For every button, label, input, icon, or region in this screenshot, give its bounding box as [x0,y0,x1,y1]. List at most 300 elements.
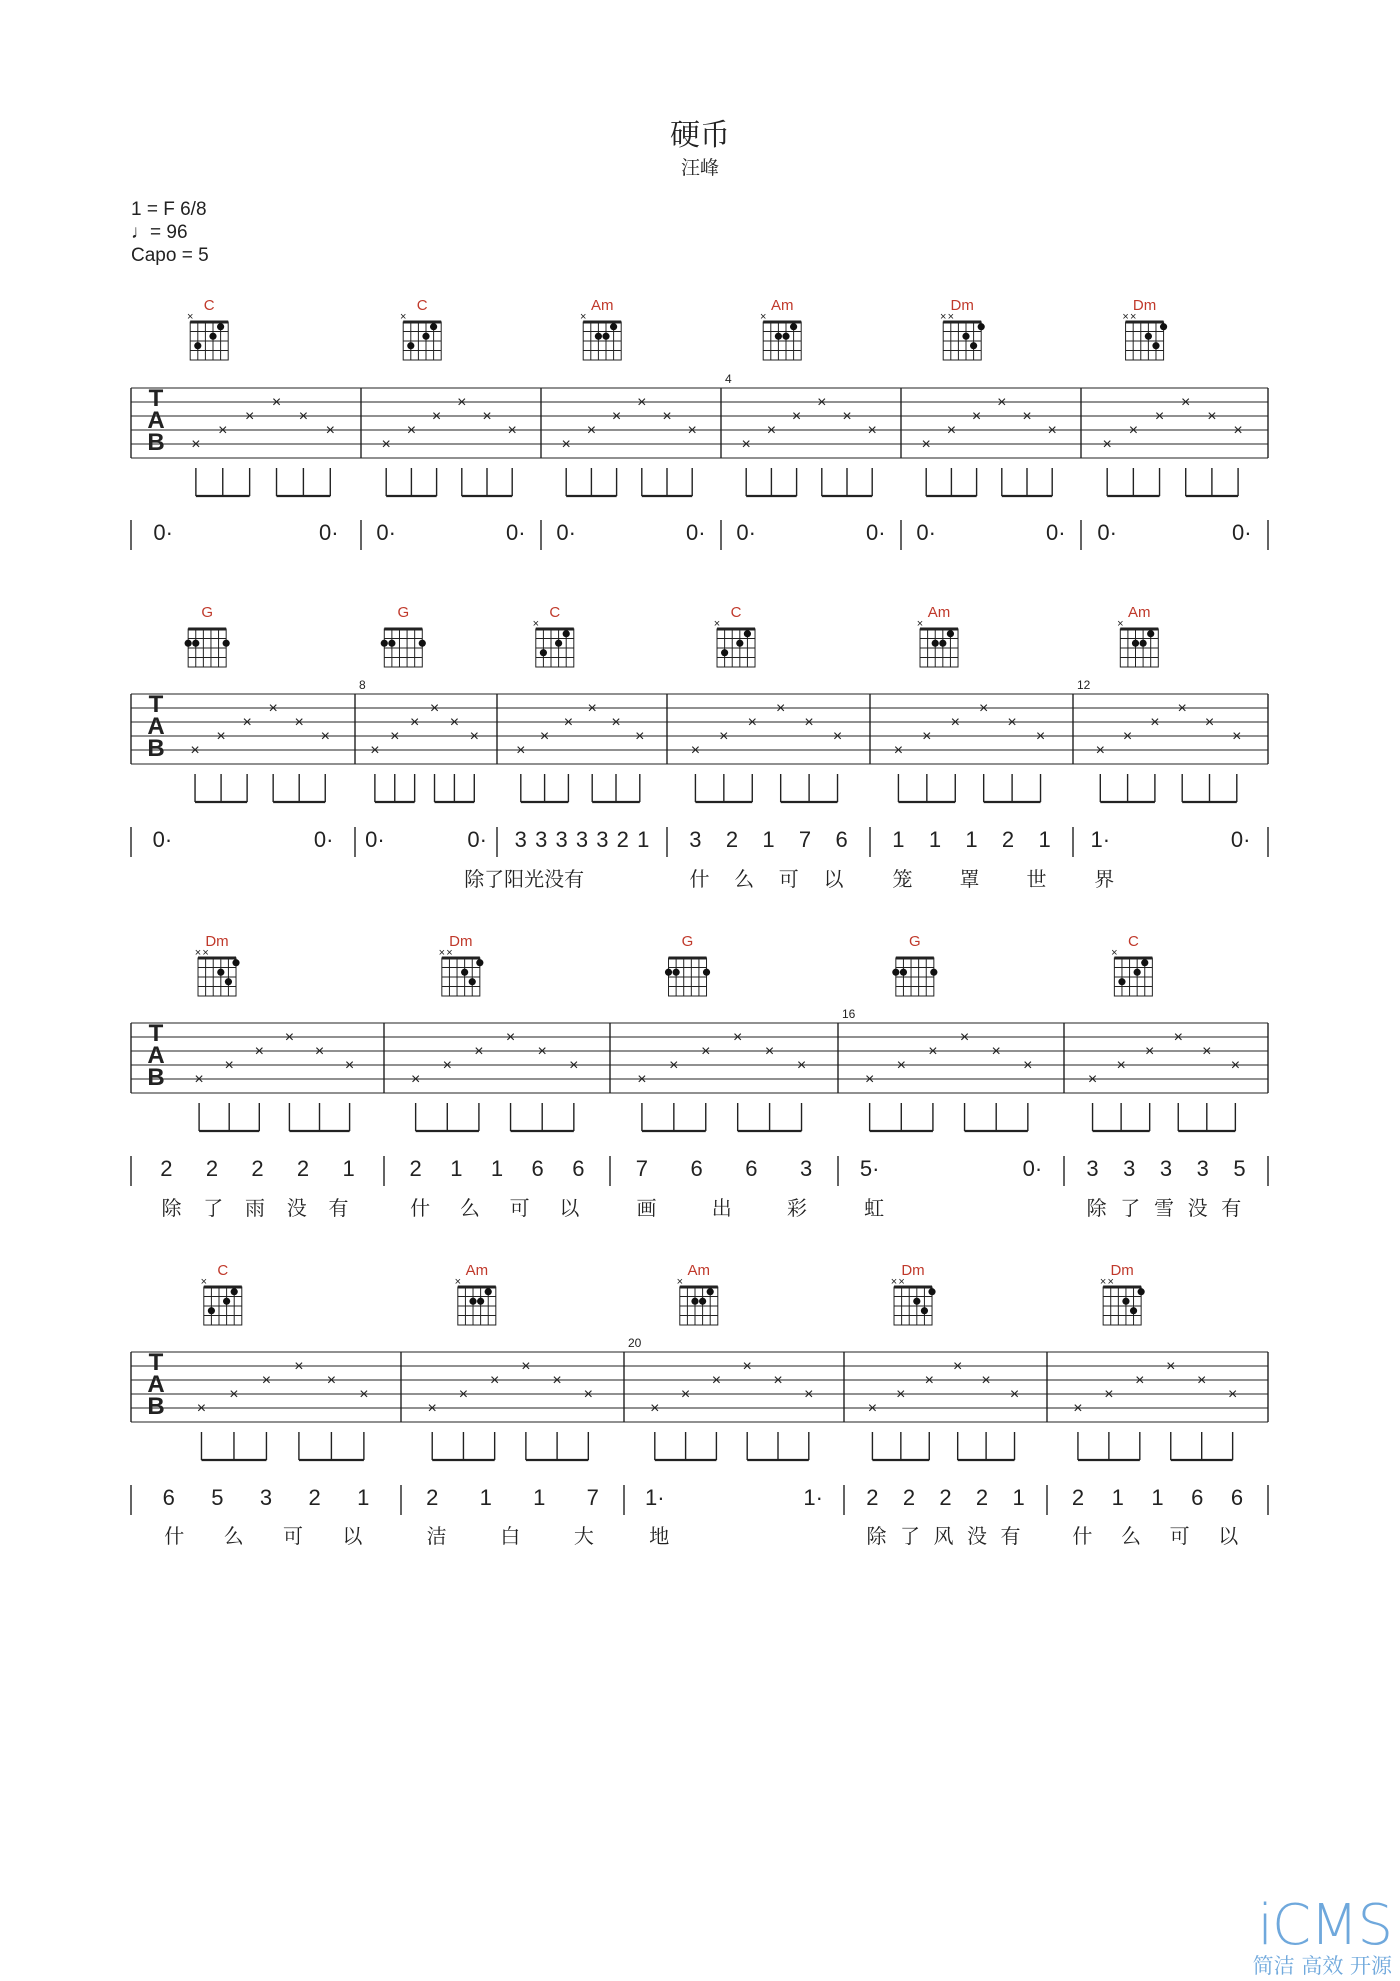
measure [689,604,847,891]
jianpu-note: 1 [762,827,775,852]
tab-note: × [294,1358,304,1375]
tab-pattern [382,394,517,496]
tab-note: × [1116,1057,1126,1074]
tab-note: × [507,422,517,439]
tab-note: × [764,1043,775,1060]
tab-note: × [516,742,526,759]
tab-note: × [561,436,571,453]
tab-note: × [190,742,200,759]
tab-pattern [562,394,697,496]
tab-note: × [344,1057,355,1074]
jianpu-note: 1 [965,827,978,852]
tab-note: × [804,714,814,731]
jianpu-note: 2 [426,1485,439,1510]
chord-name: Dm [1110,1262,1134,1279]
chord-dot [563,630,570,637]
tab-note: × [569,1057,579,1074]
jianpu-note: 7 [635,1156,649,1181]
chord-diagram [714,604,755,667]
tab-clef-letter: A [147,407,165,434]
measure-number: 4 [725,372,732,386]
chord-diagram [187,297,228,360]
chord-dot [232,959,239,966]
jianpu-note: 2 [409,1156,422,1181]
lyric: 什 [410,1196,431,1220]
lyric: 么 [734,867,755,891]
tab-pattern [1088,1029,1240,1131]
tab-note: × [959,1029,970,1046]
tab-note: × [981,1372,991,1389]
chord-mute: × [532,618,540,630]
chord-diagram [665,933,710,996]
jianpu-note: 0· [686,520,706,545]
chord-dot [469,1298,476,1305]
tab-clef-letter: B [147,429,165,456]
measure [636,933,812,1220]
chord-dot [223,1298,230,1305]
lyric: 了 [899,1524,920,1548]
lyric: 以 [342,1524,363,1548]
chord-dot [185,640,192,647]
jianpu-note: 2 [902,1485,916,1510]
chord-dot [209,333,216,340]
chord-mute: × [890,1276,898,1288]
chord-diagram [917,604,958,667]
chord-name: Am [1128,604,1151,621]
chord-name: G [681,933,694,950]
tab-note: × [701,1043,711,1060]
chord-mute: × [713,618,721,630]
tab-note: × [298,408,309,425]
tab-clef-letter: T [148,691,164,718]
tab-note: × [254,1043,264,1060]
tab-note: × [370,742,380,759]
chord-dot [721,649,728,656]
tab-note: × [458,1386,469,1403]
jianpu-note: 7 [798,827,812,852]
chord-mute: × [1117,618,1124,630]
tab-pattern [370,700,479,802]
tab-note: × [979,700,989,717]
tab-note: × [320,728,330,745]
measure [153,604,334,852]
measure-number: 12 [1077,678,1091,692]
tab-note: × [1233,422,1243,439]
lyric: 除 [866,1524,887,1548]
chord-dot [430,323,437,330]
tab-note: × [1154,408,1165,425]
jianpu-note: 3 [259,1485,273,1510]
lyric: 除了阳光没有 [464,867,585,891]
chord-name: Am [465,1262,489,1279]
chord-diagram [185,604,230,667]
chord-dot [962,333,969,340]
tab-clef-letter: B [147,735,165,762]
chord-diagram [533,604,574,667]
jianpu-note: 0· [153,520,173,545]
lyric: 没 [286,1196,307,1220]
chord-mute: × [579,311,587,323]
tab-note: × [946,422,957,439]
tab-note: × [242,714,252,731]
tab-pattern [922,394,1057,496]
song-artist: 汪峰 [680,157,719,179]
tab-note: × [427,1400,437,1417]
chord-name: Am [687,1262,711,1279]
chord-dot [217,323,224,330]
watermark [1252,1893,1392,1978]
tab-pattern [894,700,1045,802]
measure [1072,1262,1243,1548]
chord-mute: × [1107,1276,1114,1288]
jianpu-note: 1 [928,827,942,852]
jianpu-note: 1 [450,1156,463,1181]
chord-name: C [217,1262,229,1279]
jianpu-note: 0· [1046,520,1066,545]
jianpu-note: 0· [1097,520,1117,545]
chord-dot [790,323,797,330]
tab-note: × [552,1372,562,1389]
chord-diagram [940,297,985,360]
tab-note: × [687,422,697,439]
chord-diagram [195,933,240,996]
lyric: 罩 [959,867,980,891]
tab-note: × [521,1358,531,1375]
jianpu-note: 3 [575,827,589,852]
jianpu-note: 1 [637,827,650,852]
tab-note: × [587,700,597,717]
jianpu-note: 3 [596,827,609,852]
chord-diagram [201,1262,242,1325]
measure [376,297,525,545]
key-meter: 1 = F 6/8 [131,199,207,220]
tab-note: × [1204,714,1215,731]
tab-note: × [482,408,492,425]
tab-note: × [896,1057,906,1074]
jianpu-note: 1· [1090,827,1111,852]
chord-dot [231,1288,238,1295]
jianpu-note: 1 [1012,1485,1025,1510]
watermark-logo: iCMS [1257,1893,1392,1958]
tab-note: × [1202,1043,1212,1060]
measure [160,933,354,1220]
tab-note: × [867,422,877,439]
tab-pattern [1096,700,1242,802]
chord-dot [1141,959,1148,966]
tab-pattern [191,394,335,496]
jianpu-note: 5 [1233,1156,1246,1181]
chord-dot [223,640,230,647]
lyric: 虹 [864,1196,885,1220]
tab-note: × [611,714,621,731]
chord-mute: × [1122,311,1129,323]
jianpu-note: 0· [866,520,886,545]
jianpu-note: 0· [365,827,385,852]
chord-name: C [549,604,561,621]
jianpu-note: 1 [490,1156,504,1181]
tab-note: × [1047,422,1057,439]
jianpu-note: 3 [1196,1156,1209,1181]
chord-dot [930,969,937,976]
chord-name: C [1127,933,1139,950]
tab-note: × [971,408,982,425]
jianpu-note: 2 [1071,1485,1085,1510]
chord-dot [691,1298,698,1305]
capo: Capo = 5 [131,245,209,266]
lyric: 可 [778,867,799,891]
tab-note: × [1227,1386,1238,1403]
lyric: 什 [689,867,710,891]
tab-note: × [991,1043,1001,1060]
lyric: 么 [1120,1524,1141,1548]
tab-note: × [563,714,574,731]
chord-dot [476,959,483,966]
tab-note: × [586,422,597,439]
tab-note: × [381,436,391,453]
chord-mute: × [200,1276,208,1288]
tab-note: × [950,714,960,731]
chord-mute: × [939,311,947,323]
chord-mute: × [676,1276,684,1288]
tab-note: × [409,714,420,731]
tab-note: × [1087,1071,1098,1088]
chord-diagram [891,1262,936,1325]
lyric: 以 [559,1196,580,1220]
chord-dot [1118,978,1125,985]
chord-mute: × [202,947,209,959]
chord-dot [469,978,476,985]
tab-note: × [817,394,827,411]
tab-note: × [284,1029,295,1046]
jianpu-note: 2 [939,1485,952,1510]
lyric: 洁 [426,1524,447,1548]
tab-note: × [637,1071,647,1088]
jianpu-note: 2 [296,1156,310,1181]
tab-note: × [1095,742,1105,759]
tab-note: × [1104,1386,1114,1403]
tab-clef-letter: T [148,1349,164,1376]
chord-mute: × [454,1276,462,1288]
tab-clef [147,1349,164,1420]
jianpu-note: 3 [689,827,702,852]
measure [842,933,1042,1220]
measure [628,1262,823,1548]
jianpu-note: 1· [645,1485,665,1510]
tab-note: × [261,1372,272,1389]
chord-name: Am [927,604,951,621]
tab-note: × [449,714,460,731]
tab-note: × [690,742,701,759]
chord-dot [1122,1298,1129,1305]
lyric: 什 [164,1524,185,1548]
chord-name: Dm [449,933,473,950]
chord-dot [913,1298,920,1305]
tab-note: × [505,1029,516,1046]
chord-diagram [455,1262,496,1325]
jianpu-note: 6 [745,1156,758,1181]
chord-name: G [397,604,410,621]
tab-note: × [1232,728,1242,745]
measure [163,1262,370,1548]
measure [153,297,338,545]
chord-diagram [381,604,426,667]
lyric: 出 [711,1196,732,1220]
tab-note: × [539,728,550,745]
chord-dot [555,640,562,647]
jianpu-note: 2 [308,1485,321,1510]
tab-note: × [457,394,467,411]
jianpu-note: 6 [835,827,848,852]
lyric: 有 [1221,1196,1242,1220]
jianpu-note: 2 [251,1156,264,1181]
tab-note: × [921,436,931,453]
tab-clef [147,385,164,456]
tab-note: × [1135,1372,1145,1389]
jianpu-note: 1 [357,1485,370,1510]
tab-note: × [196,1400,207,1417]
tab-note: × [191,436,201,453]
chord-name: G [201,604,213,621]
tab-note: × [611,408,622,425]
chord-dot [602,333,609,340]
chord-mute: × [1111,947,1118,959]
tab-note: × [650,1400,660,1417]
lyric: 风 [933,1524,954,1548]
tab-pattern [428,1358,593,1460]
tab-note: × [489,1372,500,1389]
jianpu-note: 6 [531,1156,544,1181]
tab-clef [147,1020,164,1091]
lyric: 可 [509,1196,530,1220]
chord-diagram [892,933,937,996]
chord-dot [1132,640,1139,647]
lyric: 雨 [244,1196,265,1220]
tab-note: × [410,1071,421,1088]
tab-note: × [1207,408,1217,425]
tab-note: × [1177,700,1187,717]
tab-note: × [637,394,647,411]
jianpu-note: 1 [533,1485,546,1510]
tab-note: × [922,728,932,745]
tab-note: × [431,408,442,425]
chord-mute: × [947,311,955,323]
tab-note: × [1007,714,1017,731]
tab-note: × [1023,1057,1033,1074]
chord-dot [485,1288,492,1295]
jianpu-note: 0· [319,520,339,545]
chord-dot [194,342,201,349]
jianpu-note: 2 [725,827,739,852]
lyric: 界 [1094,867,1115,891]
jianpu-note: 3 [799,1156,813,1181]
chord-diagram [439,933,484,996]
lyric: 可 [283,1524,303,1548]
song-title: 硬币 [670,118,730,153]
tab-note: × [1073,1400,1083,1417]
tab-note: × [194,1071,204,1088]
jianpu-note: 0· [376,520,396,545]
jianpu-note: 1 [342,1156,355,1181]
jianpu-note: 0· [506,520,526,545]
tab-note: × [1009,1386,1020,1403]
lyric: 白 [500,1524,521,1548]
tab-note: × [635,728,645,745]
chord-dot [422,333,429,340]
chord-mute: × [759,311,767,323]
measure [866,1262,1024,1548]
measure [1077,604,1250,891]
measure [892,604,1050,891]
tab-note: × [1128,422,1139,439]
measure [410,933,585,1220]
tab-note: × [719,728,729,745]
tab-clef-letter: T [148,385,164,412]
jianpu-note: 2 [160,1156,173,1181]
chord-mute: × [916,618,924,630]
jianpu-note: 0· [152,827,173,852]
measure [556,297,705,545]
chord-dot [736,640,743,647]
chord-dot [928,1288,935,1295]
measure [359,604,487,852]
jianpu-note: 1 [479,1485,492,1510]
tab-note: × [796,1057,807,1074]
tab-note: × [218,422,228,439]
measure [916,297,1065,545]
jianpu-note: 3 [555,827,568,852]
chord-name: Dm [1132,297,1157,314]
lyric: 大 [573,1524,594,1548]
jianpu-note: 2 [1001,827,1015,852]
chord-dot [970,342,977,349]
jianpu-note: 0· [1232,520,1252,545]
chord-dot [703,969,710,976]
chord-dot [1160,323,1167,330]
tab-pattern [1073,1358,1237,1460]
chord-mute: × [446,947,453,959]
tab-clef-letter: A [147,1042,165,1069]
chord-dot [775,333,782,340]
jianpu-note: 0· [556,520,576,545]
tab-note: × [1173,1029,1183,1046]
tab-note: × [406,422,417,439]
chord-dot [1138,1288,1145,1295]
tab-note: × [711,1372,722,1389]
jianpu-note: 3 [1086,1156,1099,1181]
tab-note: × [537,1043,547,1060]
system-1 [131,297,1268,550]
tab-pattern [516,700,644,802]
jianpu-note: 2 [866,1485,879,1510]
jianpu-note: 0· [1022,1156,1043,1181]
lyric: 画 [636,1196,657,1220]
chord-mute: × [399,311,407,323]
tab-pattern [637,1029,806,1131]
lyric: 地 [649,1524,670,1548]
tab-note: × [244,408,255,425]
tab-clef-letter: B [147,1393,165,1420]
lyric: 彩 [786,1196,807,1220]
chord-diagram [677,1262,718,1325]
jianpu-note: 1 [1111,1485,1124,1510]
tab-pattern [194,1029,354,1131]
jianpu-note: 2 [205,1156,219,1181]
lyric: 么 [459,1196,480,1220]
jianpu-note: 7 [586,1485,599,1510]
chord-diagram [580,297,621,360]
chord-name: Dm [901,1262,925,1279]
chord-dot [595,333,602,340]
